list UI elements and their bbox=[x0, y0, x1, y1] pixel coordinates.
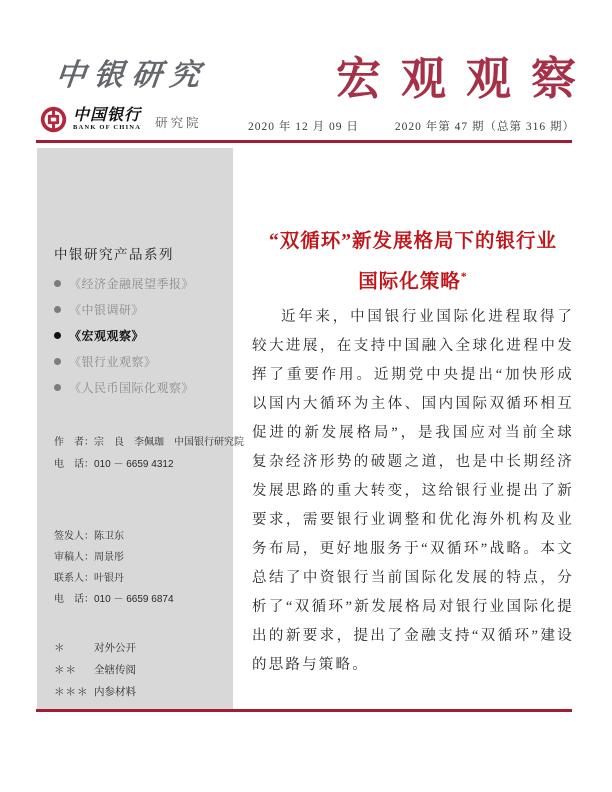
bullet-icon bbox=[54, 384, 61, 391]
series-item-label: 《经济金融展望季报》 bbox=[69, 276, 195, 291]
bank-name-en: BANK OF CHINA bbox=[73, 124, 142, 132]
issue-number: 2020 年第 47 期（总第 316 期） bbox=[394, 121, 575, 133]
bullet-icon bbox=[54, 332, 61, 339]
series-item-label: 《人民币国际化观察》 bbox=[69, 380, 195, 395]
institute-label: 研究院 bbox=[155, 115, 202, 130]
article-title-line1: “双循环”新发展格局下的银行业 bbox=[268, 231, 557, 253]
series-item-rmb-observation bbox=[54, 374, 194, 400]
bullet-icon bbox=[54, 280, 61, 287]
series-item-label: 《中银调研》 bbox=[69, 302, 145, 317]
legend-row-internal: ＊＊ 全辖传阅 bbox=[54, 659, 136, 681]
signer-row: 签发人：陈卫东 bbox=[54, 531, 124, 542]
star-icon: ＊＊＊ bbox=[54, 686, 89, 698]
publication-masthead: 宏观观察 bbox=[335, 52, 596, 105]
series-title: 中银研究产品系列 bbox=[54, 247, 174, 262]
series-item-economic-outlook bbox=[54, 270, 194, 296]
contact-row: 联系人：叶银丹 bbox=[54, 573, 124, 584]
series-list bbox=[54, 270, 194, 400]
bank-of-china-logo-icon bbox=[40, 106, 67, 133]
classification-legend bbox=[54, 637, 136, 703]
article-abstract: 近年来，中国银行业国际化进程取得了较大进展，在支持中国融入全球化进程中发挥了重要作用。近期党中央提出“加快形成以国内大循环为主体、国内国际双循环相互促进的新发展格局”，是我国应对当前全球复杂经济形势的破题之道，也是中长期经济发展思路的重大转变，这给银行业提出了新要求，需要银行业调整和优化海外机构及业务布局，更好地服务于“双循环”战略。本文总结了中资银行当前国际化发展的特点，分析了“双循环”新发展格局对银行业国际化提出的新要求，提出了金融支持“双循环”建设的思路与策略。 bbox=[252, 308, 574, 673]
star-icon: ＊＊ bbox=[54, 664, 77, 676]
sidebar-panel bbox=[37, 148, 244, 709]
author-block bbox=[54, 432, 244, 476]
series-item-label: 《宏观观察》 bbox=[69, 328, 145, 343]
article-title bbox=[246, 225, 580, 300]
bullet-icon bbox=[54, 358, 61, 365]
reviewer-row: 审稿人：周景彤 bbox=[54, 552, 124, 563]
phone-row: 电 话：010 － 6659 4312 bbox=[54, 459, 174, 470]
series-item-macro-observation bbox=[54, 322, 194, 348]
series-item-label: 《银行业观察》 bbox=[69, 354, 157, 369]
phone2-row: 电 话：010 － 6659 6874 bbox=[54, 594, 174, 605]
issue-line bbox=[248, 118, 575, 134]
legend-row-public: ＊ 对外公开 bbox=[54, 637, 136, 659]
brand-calligraphy: 中银研究 bbox=[53, 58, 210, 93]
bank-name-cn: 中国银行 bbox=[73, 105, 142, 125]
top-divider-rule bbox=[36, 140, 572, 143]
bottom-divider-rule bbox=[36, 709, 572, 712]
star-icon: ＊ bbox=[54, 642, 66, 654]
article-title-line2: 国际化策略 bbox=[358, 271, 461, 293]
legend-row-restricted: ＊＊＊ 内参材料 bbox=[54, 681, 136, 703]
bank-logo-row bbox=[40, 106, 202, 133]
authors-row: 作 者：宗 良 李佩珈 中国银行研究院 bbox=[54, 437, 244, 448]
bank-logo-text bbox=[73, 107, 141, 132]
bullet-icon bbox=[54, 306, 61, 313]
series-item-boc-survey bbox=[54, 296, 194, 322]
series-item-banking-observation bbox=[54, 348, 194, 374]
approval-block bbox=[54, 526, 174, 610]
publication-date: 2020 年 12 月 09 日 bbox=[248, 121, 359, 133]
footnote-asterisk: * bbox=[460, 269, 468, 284]
